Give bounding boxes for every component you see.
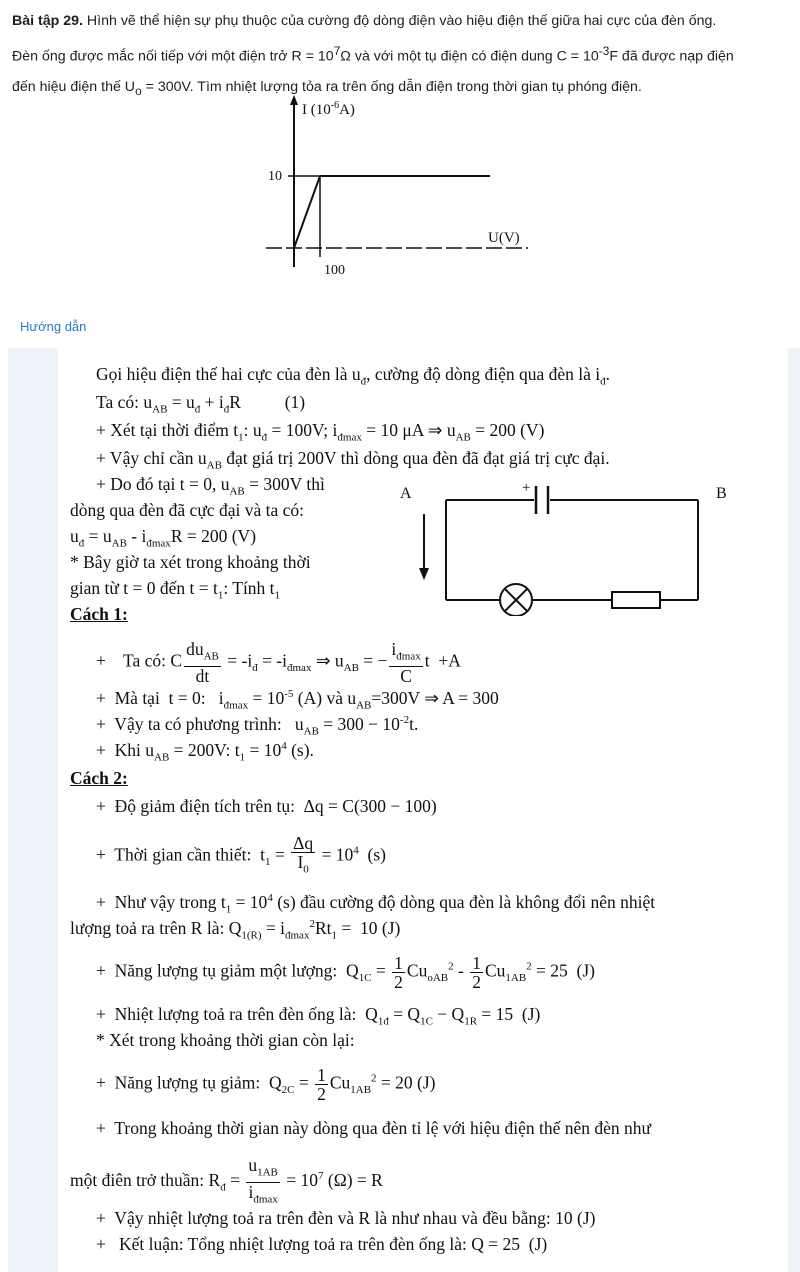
cach-1-heading: Cách 1: xyxy=(70,604,128,624)
sol-line: $u_đ = u_{AB} - i_{đmax}R = 200$ (V) xyxy=(70,526,257,550)
sol-line: + Xét tại thời điểm $t_1$: $u_đ = 100V$; $i_{đmax} = 10$ μA ⇒ $u_{AB} = 200$ (V) xyxy=(96,420,545,444)
plus-sign: + xyxy=(522,480,531,496)
sol-line: + Vậy chỉ cần $u_{AB}$ đạt giá trị 200V thì dòng qua đèn đã đạt giá trị cực đại. xyxy=(96,448,610,472)
sol-line: một điên trở thuần: $R_đ$ = $\frac{u_{1AB}}{i_{đmax}}$ = $10^7$ (Ω) = R xyxy=(70,1155,383,1205)
sol-line: + Vậy nhiệt lượng toả ra trên đèn và R là như nhau và đều bằng: 10 (J) xyxy=(96,1208,596,1228)
y-axis-arrow-icon xyxy=(290,95,298,105)
solution-scan xyxy=(58,348,788,1272)
x-axis-label: U(V) xyxy=(488,230,520,246)
problem-line-2: Đèn ống được mắc nối tiếp với một điện trở $R = 10^7\Omega$ và với một tụ điện có điện dung $C = 10^{-3}F$ đã được nạp điện xyxy=(12,44,734,65)
current-voltage-graph xyxy=(258,92,548,282)
sol-line: + Kết luận: Tổng nhiệt lượng toả ra trên đèn ống là: Q = 25 (J) xyxy=(96,1234,548,1254)
sol-line: dòng qua đèn đã cực đại và ta có: xyxy=(70,500,304,520)
problem-line-3: đến hiệu điện thế $U_o = 300V$. Tìm nhiệt lượng tỏa ra trên ống dẫn điện trong thời gian tụ phóng điện. xyxy=(12,78,642,98)
cach-2-heading: Cách 2: xyxy=(70,768,128,788)
sol-line: + Năng lượng tụ giảm: $Q_{2C}$ = $\frac{1}{2}$ $Cu_{1AB}^2 = 20$ (J) xyxy=(96,1065,436,1104)
sol-line: + Thời gian cần thiết: $t_1$ = $\frac{\Delta q}{I_0}$ = $10^4$ (s) xyxy=(96,833,386,876)
node-a-label: A xyxy=(400,485,412,502)
y-axis-label: I $(10^{-6}A)$ xyxy=(302,100,355,118)
sol-line: + Vậy ta có phương trình: $u_{AB} = 300 - 10^{-2}t$. xyxy=(96,714,419,738)
sol-line: + Trong khoảng thời gian này dòng qua đèn tỉ lệ với hiệu điện thế nên đèn như xyxy=(96,1118,652,1138)
sol-line: Ta có: $u_{AB} = u_đ + i_đR$ (1) xyxy=(96,392,306,416)
circuit-diagram xyxy=(398,476,738,616)
x-tick-label: 100 xyxy=(324,263,345,278)
sol-line: + Nhiệt lượng toả ra trên đèn ống là: $Q_{1đ} = Q_{1C} - Q_{1R} = 15$ (J) xyxy=(96,1004,541,1028)
problem-line-1: Bài tập 29. Hình vẽ thể hiện sự phụ thuộc của cường độ dòng điện vào hiệu điện thế giữa hai cực của đèn ống. xyxy=(12,13,717,29)
sol-line: + Độ giảm điện tích trên tụ: Δq = C(300 − 100) xyxy=(96,796,437,816)
sol-line: * Xét trong khoảng thời gian còn lại: xyxy=(96,1030,355,1050)
curve-rise xyxy=(294,176,320,248)
sol-line: + Khi $u_{AB} = 200V$: $t_1 = 10^4$ (s). xyxy=(96,740,314,764)
sol-line: + Mà tại t = 0: $i_{đmax} = 10^{-5}$ (A) và $u_{AB}=300V$ ⇒ A = 300 xyxy=(96,688,499,712)
tab-huong-dan[interactable]: Hướng dẫn xyxy=(8,312,98,342)
node-b-label: B xyxy=(716,485,727,502)
sol-line: + Như vậy trong $t_1 = 10^4$ (s) đầu cường độ dòng qua đèn là không đổi nên nhiệt xyxy=(96,892,656,916)
sol-line: Gọi hiệu điện thế hai cực của đèn là $u_đ$, cường độ dòng điện qua đèn là $i_đ$. xyxy=(96,364,611,388)
resistor-icon xyxy=(612,592,660,608)
sol-line: lượng toả ra trên R là: $Q_{1(R)} = i_{đmax}^2Rt_1 = 10$ (J) xyxy=(70,918,401,942)
current-arrow-icon xyxy=(419,568,429,580)
sol-line: gian từ t = 0 đến $t = t_1$: Tính $t_1$ xyxy=(70,578,281,602)
y-tick-label: 10 xyxy=(268,169,282,184)
problem-statement xyxy=(12,6,794,106)
solution-panel xyxy=(8,348,800,1272)
sol-line: + Ta có: C $\frac{du_{AB}}{dt}$ = $-i_đ = -i_{đmax}$ ⇒ $u_{AB}$ = − $\frac{i_{đmax}}{C}$ t +A xyxy=(96,639,461,686)
sol-line: * Bây giờ ta xét trong khoảng thời xyxy=(70,552,311,572)
sol-line: + Do đó tại t = 0, $u_{AB} = 300V$ thì xyxy=(96,474,325,498)
problem-label: Bài tập 29. xyxy=(12,13,83,29)
sol-line: + Năng lượng tụ giảm một lượng: $Q_{1C}$ = $\frac{1}{2}$ $Cu_{oAB}^2$ - $\frac{1}{2}$ $Cu_{1AB}^2 = 25$ (J) xyxy=(96,953,596,992)
